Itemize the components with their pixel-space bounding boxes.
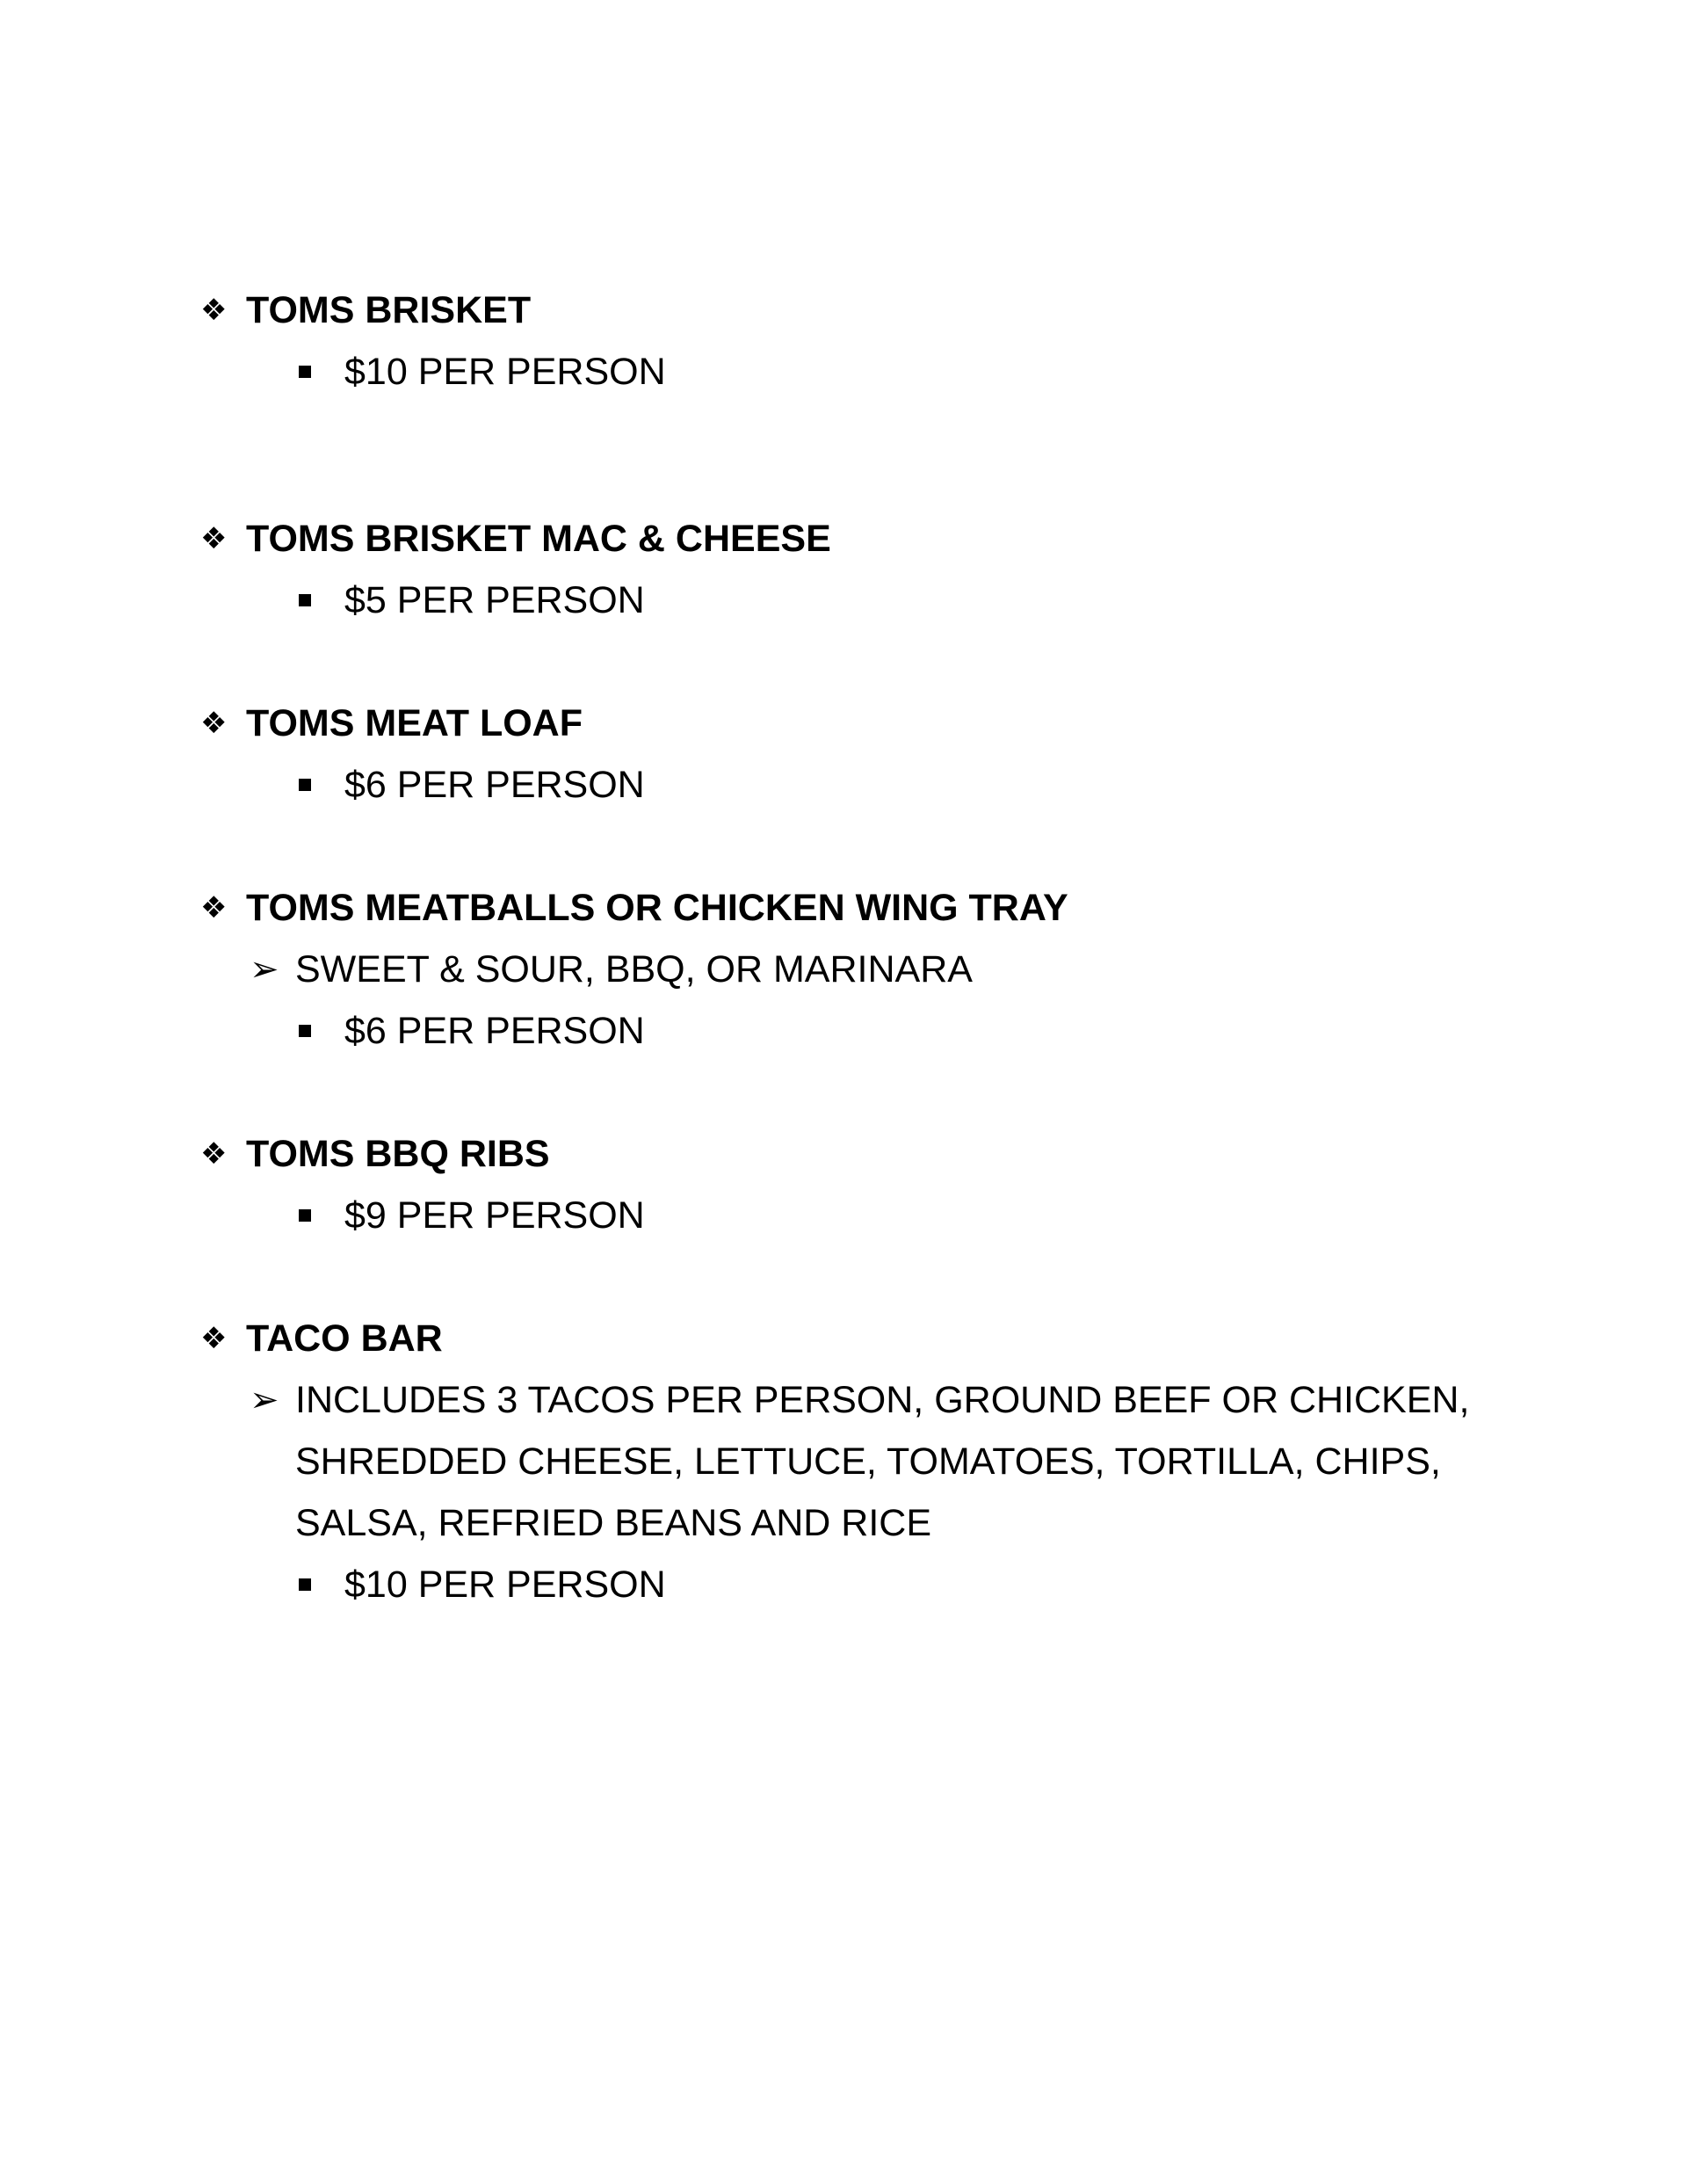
square-bullet-icon [299, 366, 311, 378]
menu-item-price: $6 PER PERSON [344, 764, 645, 806]
menu-item-title: TOMS BBQ RIBS [246, 1133, 550, 1175]
diamond-bullet-icon: ❖ [200, 891, 228, 925]
menu-item-price: $6 PER PERSON [344, 1010, 645, 1052]
menu-item-price: $10 PER PERSON [344, 1564, 666, 1606]
menu-item-price: $9 PER PERSON [344, 1194, 645, 1237]
menu-item-title: TOMS MEAT LOAF [246, 702, 583, 744]
arrow-bullet-icon: ➢ [250, 950, 279, 989]
diamond-bullet-icon: ❖ [200, 1137, 228, 1171]
menu-item-title: TOMS BRISKET [246, 289, 532, 331]
diamond-bullet-icon: ❖ [200, 294, 228, 327]
square-bullet-icon [299, 1209, 311, 1222]
diamond-bullet-icon: ❖ [200, 707, 228, 740]
menu-item-title: TACO BAR [246, 1317, 443, 1360]
menu-item-detail: SWEET & SOUR, BBQ, OR MARINARA [295, 948, 973, 990]
menu-item-detail: SALSA, REFRIED BEANS AND RICE [295, 1502, 932, 1544]
menu-item-price: $10 PER PERSON [344, 351, 666, 393]
menu-item-price: $5 PER PERSON [344, 579, 645, 621]
menu-item-title: TOMS BRISKET MAC & CHEESE [246, 518, 831, 560]
square-bullet-icon [299, 594, 311, 606]
menu-item-detail: SHREDDED CHEESE, LETTUCE, TOMATOES, TORTILLA, CHIPS, [295, 1440, 1441, 1483]
menu-item-title: TOMS MEATBALLS OR CHICKEN WING TRAY [246, 887, 1068, 929]
square-bullet-icon [299, 1578, 311, 1591]
diamond-bullet-icon: ❖ [200, 522, 228, 555]
diamond-bullet-icon: ❖ [200, 1322, 228, 1355]
square-bullet-icon [299, 1025, 311, 1037]
square-bullet-icon [299, 779, 311, 791]
menu-item-detail: INCLUDES 3 TACOS PER PERSON, GROUND BEEF OR CHICKEN, [295, 1379, 1470, 1421]
arrow-bullet-icon: ➢ [250, 1381, 279, 1419]
